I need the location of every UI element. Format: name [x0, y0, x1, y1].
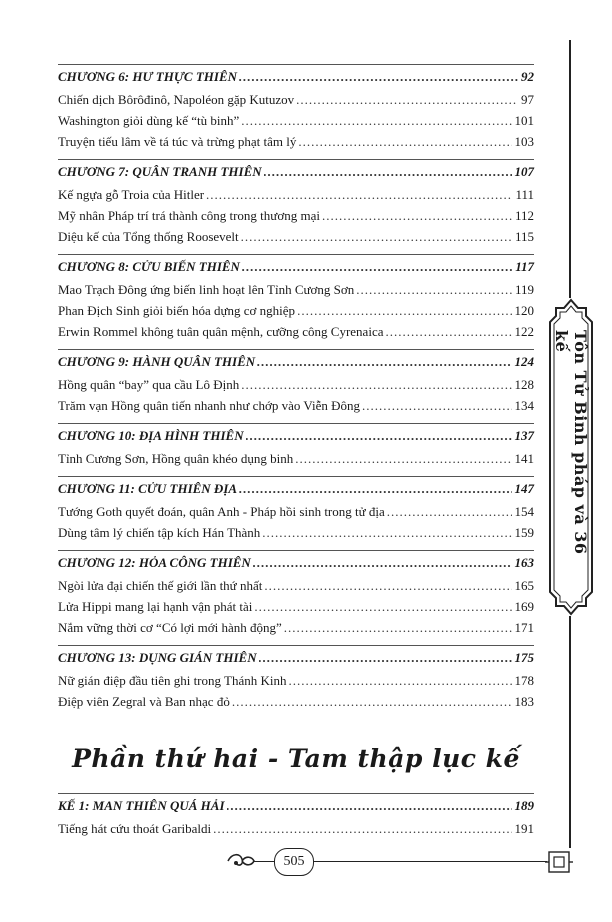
chapter-section: [58, 159, 534, 250]
chapter-title: CHƯƠNG 6: HƯ THỰC THIÊN: [58, 69, 238, 84]
entry-title: Diệu kế của Tổng thống Roosevelt: [58, 229, 239, 244]
chapter-title: CHƯƠNG 9: HÀNH QUÂN THIÊN: [58, 354, 256, 369]
chapter-title: CHƯƠNG 8: CỬU BIẾN THIÊN: [58, 259, 240, 274]
leader-dots: [298, 134, 511, 150]
leader-dots: [385, 324, 511, 340]
leader-dots: [239, 69, 518, 85]
entry-page: 165: [514, 578, 534, 593]
entry-page: 191: [514, 821, 534, 836]
table-of-contents: [58, 64, 534, 719]
chapter-heading[interactable]: [58, 798, 534, 821]
chapter-section: [58, 645, 534, 715]
chapter-page: 175: [514, 650, 534, 665]
toc-entry[interactable]: [58, 134, 534, 155]
chapter-page: 137: [514, 428, 534, 443]
entry-title: Ngòi lửa đại chiến thế giới lần thứ nhất: [58, 578, 263, 593]
entry-page: 171: [514, 620, 534, 635]
toc-entry[interactable]: [58, 620, 534, 641]
leader-dots: [297, 303, 511, 319]
chapter-page: 117: [515, 259, 534, 274]
entry-title: Lửa Hippi mang lại hạnh vận phát tài: [58, 599, 253, 614]
leader-dots: [356, 282, 512, 298]
toc-entry[interactable]: [58, 208, 534, 229]
leader-dots: [241, 229, 512, 245]
leader-dots: [241, 113, 511, 129]
leader-dots: [264, 578, 511, 594]
side-tab-title: [548, 330, 594, 580]
entry-title: Dùng tâm lý chiến tập kích Hán Thành: [58, 525, 261, 540]
leader-dots: [241, 377, 511, 393]
entry-title: Kế ngựa gỗ Troia của Hitler: [58, 187, 205, 202]
chapter-heading[interactable]: [58, 428, 534, 451]
toc-entry[interactable]: [58, 673, 534, 694]
leader-dots: [295, 451, 511, 467]
toc-entry[interactable]: [58, 113, 534, 134]
chapter-heading[interactable]: [58, 481, 534, 504]
leader-dots: [242, 259, 512, 275]
chapter-section: [58, 254, 534, 345]
leader-dots: [362, 398, 512, 414]
chapter-title: CHƯƠNG 10: ĐỊA HÌNH THIÊN: [58, 428, 244, 443]
leader-dots: [387, 504, 512, 520]
entry-title: Tiếng hát cứu thoát Garibaldi: [58, 821, 212, 836]
chapter-title: CHƯƠNG 13: DỤNG GIÁN THIÊN: [58, 650, 257, 665]
chapter-section: [58, 793, 534, 842]
part-two-section: [58, 793, 534, 846]
entry-page: 128: [514, 377, 534, 392]
chapter-page: 147: [514, 481, 534, 496]
entry-page: 97: [521, 92, 534, 107]
side-rule-bottom: [569, 616, 571, 848]
entry-title: Chiến dịch Bôrôđinô, Napoléon gặp Kutuzov: [58, 92, 295, 107]
chapter-section: [58, 349, 534, 419]
toc-entry[interactable]: [58, 599, 534, 620]
entry-title: Trăm vạn Hồng quân tiến nhanh như chớp vào Viễn Đông: [58, 398, 360, 413]
side-rule-top: [569, 40, 571, 298]
leader-dots: [254, 599, 511, 615]
leader-dots: [284, 620, 512, 636]
corner-ornament-icon: [545, 848, 573, 876]
toc-entry[interactable]: [58, 821, 534, 842]
chapter-section: [58, 476, 534, 546]
leader-dots: [246, 428, 512, 444]
entry-page: 120: [514, 303, 534, 318]
entry-page: 122: [514, 324, 534, 339]
entry-title: Washington giỏi dùng kế “tù binh”: [58, 113, 240, 128]
chapter-page: 124: [514, 354, 534, 369]
chapter-title: KẾ 1: MAN THIÊN QUÁ HẢI: [58, 798, 225, 813]
toc-entry[interactable]: [58, 578, 534, 599]
chapter-title: CHƯƠNG 7: QUÂN TRANH THIÊN: [58, 164, 262, 179]
entry-title: Nữ gián điệp đầu tiên ghi trong Thánh Kinh: [58, 673, 287, 688]
toc-entry[interactable]: [58, 504, 534, 525]
entry-title: Tỉnh Cương Sơn, Hồng quân khéo dụng binh: [58, 451, 294, 466]
entry-title: Điệp viên Zegral và Ban nhạc đỏ: [58, 694, 230, 709]
toc-entry[interactable]: [58, 187, 534, 208]
footer-rule-left: [254, 861, 274, 862]
leader-dots: [264, 164, 512, 180]
chapter-heading[interactable]: [58, 555, 534, 578]
toc-entry[interactable]: [58, 451, 534, 472]
chapter-page: 189: [514, 798, 534, 813]
toc-entry[interactable]: [58, 282, 534, 303]
part-two-title: Phần thứ hai - Tam thập lục kế: [72, 744, 520, 773]
toc-entry[interactable]: [58, 694, 534, 715]
leader-dots: [259, 650, 512, 666]
leader-dots: [239, 481, 511, 497]
chapter-heading[interactable]: [58, 259, 534, 282]
chapter-heading[interactable]: [58, 164, 534, 187]
toc-entry[interactable]: [58, 398, 534, 419]
entry-title: Erwin Rommel không tuân quân mệnh, cưỡng công Cyrenaica: [58, 324, 384, 339]
entry-page: 103: [514, 134, 534, 149]
entry-title: Truyện tiếu lâm về tá túc và trừng phạt tâm lý: [58, 134, 297, 149]
entry-title: Tướng Goth quyết đoán, quân Anh - Pháp hồi sinh trong tử địa: [58, 504, 385, 519]
entry-page: 169: [514, 599, 534, 614]
toc-entry[interactable]: [58, 92, 534, 113]
leader-dots: [232, 694, 512, 710]
leader-dots: [262, 525, 511, 541]
footer-rule-right: [312, 861, 547, 862]
leader-dots: [253, 555, 512, 571]
chapter-page: 92: [521, 69, 534, 84]
leader-dots: [213, 821, 511, 837]
entry-page: 141: [514, 451, 534, 466]
chapter-title: CHƯƠNG 12: HỎA CÔNG THIÊN: [58, 555, 251, 570]
entry-title: Hồng quân “bay” qua cầu Lô Định: [58, 377, 240, 392]
leader-dots: [322, 208, 512, 224]
entry-title: Phan Địch Sinh giỏi biến hóa dựng cơ nghiệp: [58, 303, 296, 318]
toc-entry[interactable]: [58, 377, 534, 398]
chapter-section: [58, 423, 534, 472]
entry-page: 134: [514, 398, 534, 413]
side-tab-text: Tôn Tử Binh pháp và 36 kế: [552, 330, 590, 555]
entry-page: 111: [515, 187, 534, 202]
chapter-heading[interactable]: [58, 650, 534, 673]
chapter-page: 107: [514, 164, 534, 179]
swirl-ornament-icon: [226, 850, 256, 872]
leader-dots: [296, 92, 518, 108]
entry-page: 154: [514, 504, 534, 519]
page-number: 505: [274, 848, 314, 876]
leader-dots: [289, 673, 512, 689]
entry-page: 159: [514, 525, 534, 540]
chapter-heading[interactable]: [58, 69, 534, 92]
leader-dots: [257, 354, 511, 370]
toc-entry[interactable]: [58, 525, 534, 546]
entry-page: 119: [514, 282, 534, 297]
chapter-heading[interactable]: [58, 354, 534, 377]
entry-page: 183: [514, 694, 534, 709]
chapter-title: CHƯƠNG 11: CỬU THIÊN ĐỊA: [58, 481, 238, 496]
chapter-page: 163: [514, 555, 534, 570]
entry-title: Mao Trạch Đông ứng biến linh hoạt lên Tỉnh Cương Sơn: [58, 282, 355, 297]
chapter-section: [58, 64, 534, 155]
leader-dots: [206, 187, 512, 203]
entry-title: Nắm vững thời cơ “Có lợi mới hành động”: [58, 620, 282, 635]
entry-page: 101: [514, 113, 534, 128]
entry-page: 115: [514, 229, 534, 244]
toc-entry[interactable]: [58, 303, 534, 324]
toc-entry[interactable]: [58, 324, 534, 345]
toc-entry[interactable]: [58, 229, 534, 250]
chapter-section: [58, 550, 534, 641]
entry-title: Mỹ nhân Pháp trí trá thành công trong thương mại: [58, 208, 320, 223]
entry-page: 112: [514, 208, 534, 223]
leader-dots: [227, 798, 512, 814]
entry-page: 178: [514, 673, 534, 688]
